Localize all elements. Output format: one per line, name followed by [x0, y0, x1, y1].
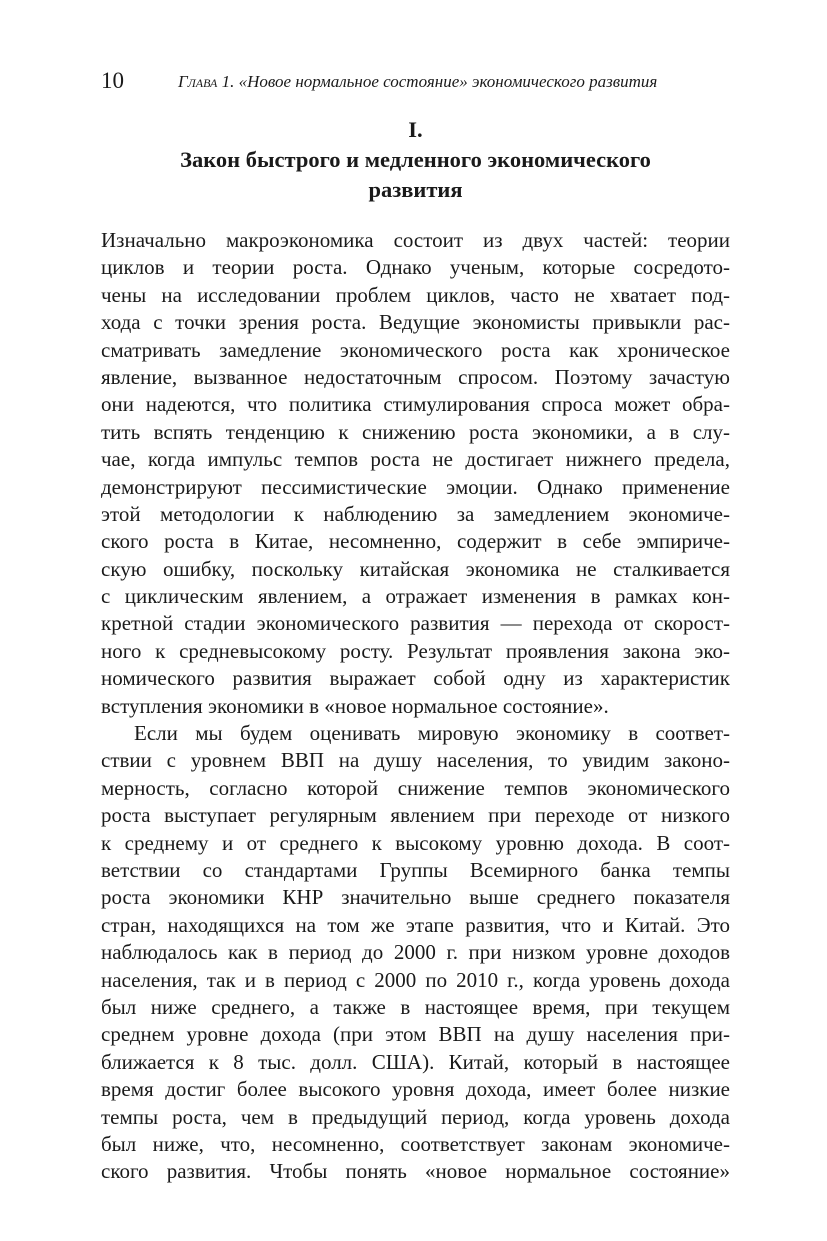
- text-line: скую ошибку, поскольку китайская экономика не сталкивается: [101, 556, 730, 581]
- chapter-label: Глава 1.: [178, 72, 235, 91]
- text-line: Изначально макроэкономика состоит из двух частей: теории: [101, 228, 730, 252]
- text-line: к среднему и от среднего к высокому уровню дохода. В соот-: [101, 830, 730, 855]
- text-line: ского развития. Чтобы понять «новое нормальное состояние»: [101, 1159, 730, 1184]
- text-line: ветствии со стандартами Группы Всемирного банка темпы: [101, 857, 730, 882]
- text-line: они надеются, что политика стимулирования спроса может обра-: [101, 392, 730, 417]
- text-line: время достиг более высокого уровня дохода, имеет более низкие: [101, 1077, 730, 1102]
- running-title: [178, 69, 657, 95]
- page-number: 10: [101, 68, 124, 93]
- text-line: темпы роста, чем в предыдущий период, когда уровень дохода: [101, 1104, 730, 1129]
- text-line: тить вспять тенденцию к снижению роста экономики, а в слу-: [101, 419, 730, 444]
- paragraph: [101, 227, 730, 720]
- text-line: ствии с уровнем ВВП на душу населения, то увидим законо-: [101, 748, 730, 773]
- text-line: ближается к 8 тыс. долл. США). Китай, который в настоящее: [101, 1049, 730, 1074]
- text-line: кретной стадии экономического развития — перехода от скорост-: [101, 611, 730, 636]
- text-line: наблюдалось как в период до 2000 г. при низком уровне доходов: [101, 940, 730, 965]
- section-heading: [101, 115, 730, 205]
- text-line: ного к средневысокому росту. Результат проявления закона эко-: [101, 638, 730, 663]
- text-line: среднем уровне дохода (при этом ВВП на душу населения при-: [101, 1022, 730, 1047]
- text-line: номического развития выражает собой одну из характеристик: [101, 666, 730, 691]
- running-header: [101, 66, 731, 98]
- text-line: стран, находящихся на том же этапе развития, что и Китай. Это: [101, 912, 730, 937]
- text-line: этой методологии к наблюдению за замедлением экономиче-: [101, 501, 730, 526]
- text-line: хода с точки зрения роста. Ведущие экономисты привыкли рас-: [101, 310, 730, 335]
- text-line: ского роста в Китае, несомненно, содержит в себе эмпириче-: [101, 529, 730, 554]
- text-line: сматривать замедление экономического роста как хроническое: [101, 337, 730, 362]
- text-line: роста выступает регулярным явлением при переходе от низкого: [101, 803, 730, 828]
- section-title-line: Закон быстрого и медленного экономического: [180, 147, 651, 172]
- text-line: населения, так и в период с 2000 по 2010 г., когда уровень дохода: [101, 967, 730, 992]
- text-line: мерность, согласно которой снижение темпов экономического: [101, 775, 730, 800]
- text-line: вступления экономики в «новое нормальное состояние».: [101, 693, 609, 718]
- body-text: [101, 227, 730, 1186]
- text-line: циклов и теории роста. Однако ученым, которые сосредото-: [101, 255, 730, 280]
- text-line: с циклическим явлением, а отражает изменения в рамках кон-: [101, 584, 730, 609]
- text-line: был ниже, что, несомненно, соответствует законам экономиче-: [101, 1131, 730, 1156]
- section-title-line: развития: [368, 177, 463, 202]
- chapter-title: «Новое нормальное состояние» экономического развития: [238, 72, 658, 91]
- paragraph: [101, 720, 730, 1186]
- text-line: был ниже среднего, а также в настоящее время, при текущем: [101, 994, 730, 1019]
- text-line: демонстрируют пессимистические эмоции. Однако применение: [101, 474, 730, 499]
- text-line: чены на исследовании проблем циклов, часто не хватает под-: [101, 282, 730, 307]
- text-line: роста экономики КНР значительно выше среднего показателя: [101, 885, 730, 910]
- text-line: чае, когда импульс темпов роста не достигает нижнего предела,: [101, 447, 730, 472]
- text-line: Если мы будем оценивать мировую экономику в соответ-: [134, 721, 730, 746]
- section-number: I.: [408, 117, 423, 142]
- text-line: явление, вызванное недостаточным спросом. Поэтому зачастую: [101, 364, 730, 389]
